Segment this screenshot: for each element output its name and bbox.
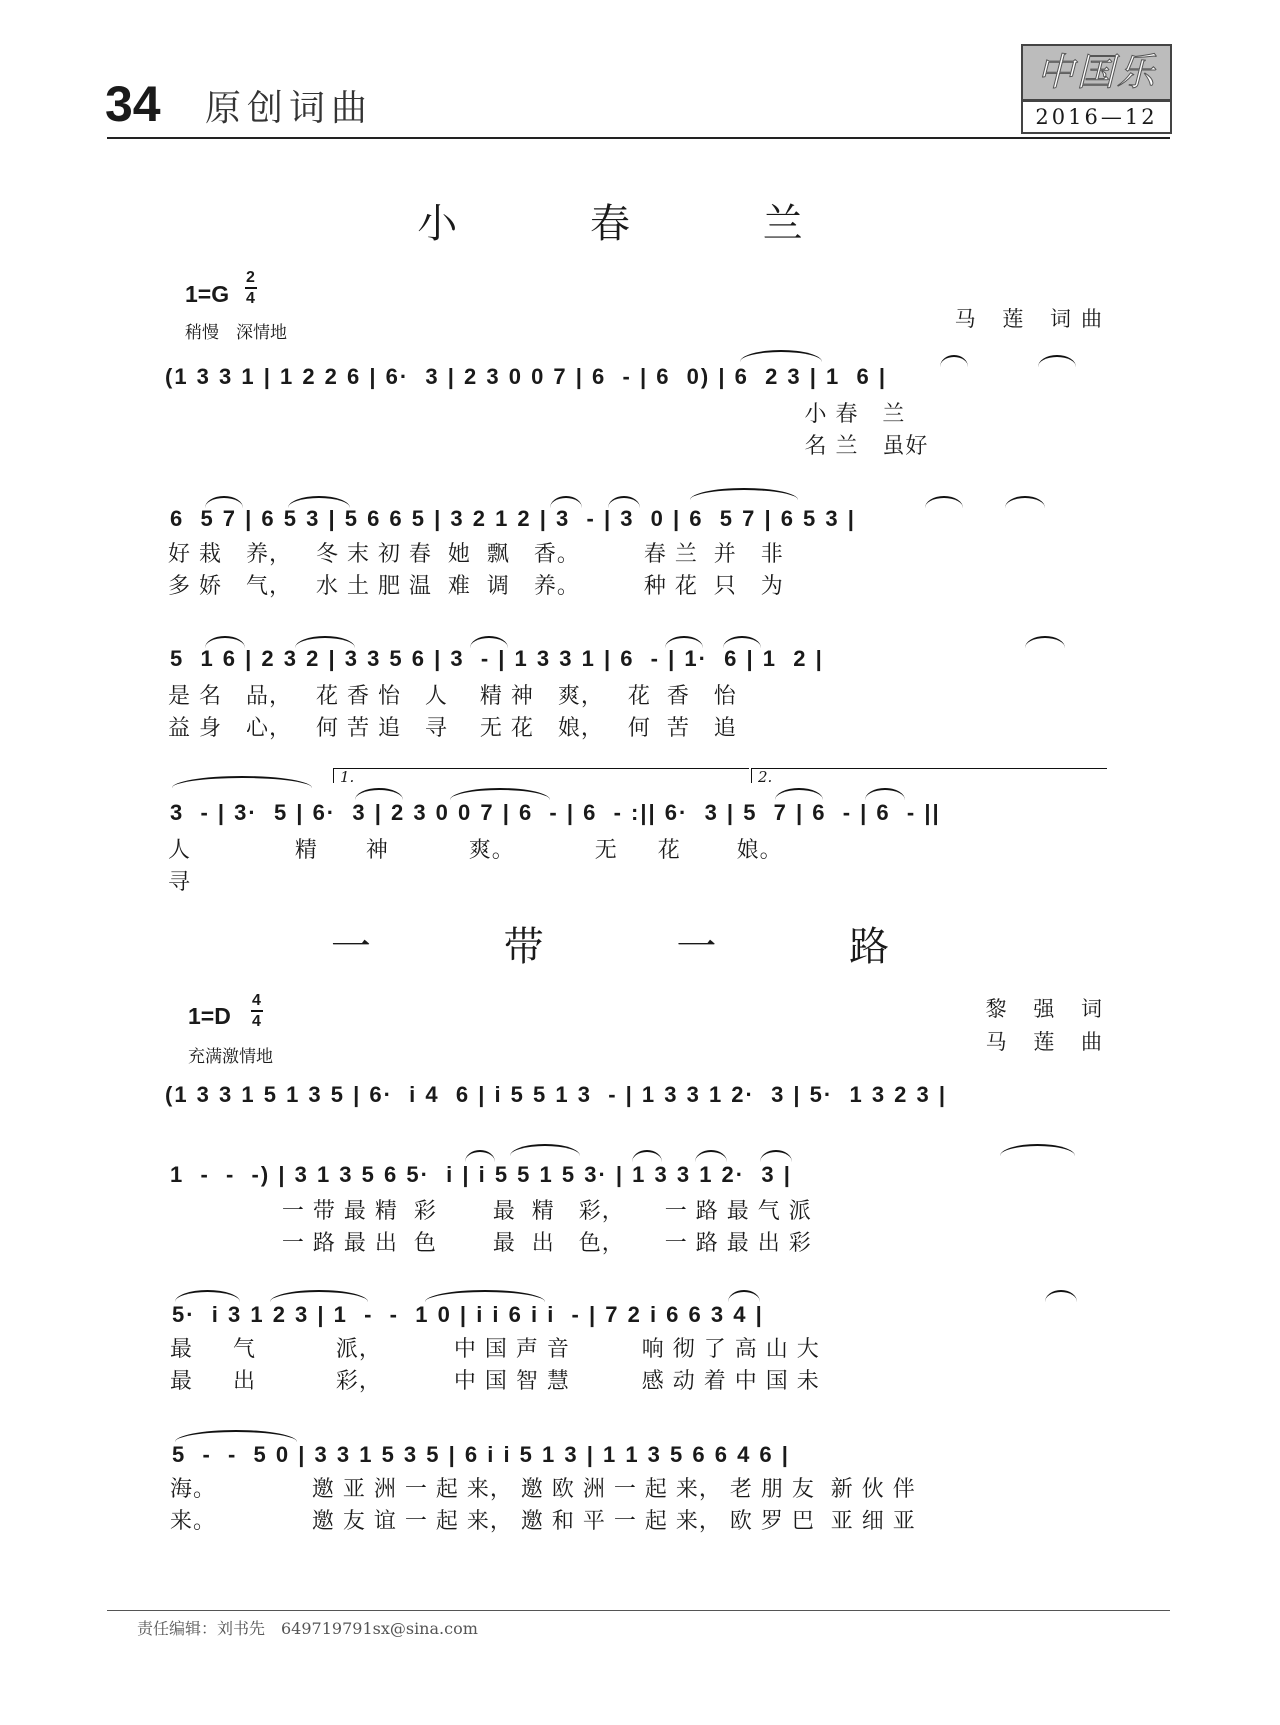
- song1-row3-lyrics-verse2: 益 身 心， 何 苦 追 寻 无 花 娘， 何 苦 追: [168, 716, 737, 741]
- song2-tempo: 充满激情地: [188, 1047, 273, 1066]
- volta-first-label: 1.: [340, 768, 355, 786]
- tie: [175, 1430, 297, 1442]
- tie: [740, 350, 822, 362]
- song2-row4-lyrics-verse1: 海。 邀 亚 洲 一 起 来， 邀 欧 洲 一 起 来， 老 朋 友 新 伙 伴: [170, 1477, 916, 1502]
- page-number: 34: [105, 76, 161, 132]
- tie: [175, 1290, 240, 1302]
- song1-row3-notes: 5 1 6 | 2 3 2 | 3 3 5 6 | 3 - | 1 3 3 1 | 6 - | 1· 6 | 1 2 |: [170, 646, 824, 671]
- slur: [632, 1150, 662, 1162]
- song2-time-line: [251, 1010, 263, 1012]
- tie: [425, 1290, 545, 1302]
- slur: [940, 355, 968, 367]
- song1-row1-lyrics-verse2: 名 兰 虽好: [165, 434, 929, 459]
- song1-row2-notes: 6 5 7 | 6 5 3 | 5 6 6 5 | 3 2 1 2 | 3 - | 3 0 | 6 5 7 | 6 5 3 |: [170, 506, 856, 531]
- tie: [1000, 1144, 1075, 1156]
- song2-row3-notes: 5· i 3 1 2 3 | 1 - - 1 0 | i i 6 i i - | 7 2 i 6 6 3 4 |: [172, 1302, 764, 1327]
- tie: [510, 1144, 580, 1156]
- tie: [728, 1290, 760, 1302]
- slur: [205, 636, 245, 648]
- slur: [608, 496, 640, 508]
- song2-row3-lyrics-verse2: 最 出 彩， 中 国 智 慧 感 动 着 中 国 未: [170, 1369, 820, 1394]
- song2-time-bottom: 4: [252, 1013, 261, 1030]
- slur: [1005, 496, 1045, 508]
- song2-row2-lyrics-verse1: 一 带 最 精 彩 最 精 彩， 一 路 最 气 派: [170, 1199, 812, 1224]
- song2-credit-music: 马 莲 曲: [985, 1030, 1112, 1054]
- volta-second-ending: [751, 768, 1107, 783]
- song1-row2-lyrics-verse1: 好 栽 养， 冬 末 初 春 她 飘 香。 春 兰 并 非: [168, 542, 784, 567]
- song1-credit: 马 莲 词曲: [954, 307, 1112, 331]
- song2-row1-notes: (1 3 3 1 5 1 3 5 | 6· i 4 6 | i 5 5 1 3 - | 1 3 3 1 2· 3 | 5· 1 3 2 3 |: [165, 1082, 948, 1107]
- song1-key: 1=G: [185, 281, 230, 307]
- song2-time-top: 4: [252, 992, 261, 1009]
- tie: [172, 776, 312, 788]
- song2-row2-lyrics-verse2: 一 路 最 出 色 最 出 色， 一 路 最 出 彩: [170, 1231, 812, 1256]
- slur: [665, 636, 703, 648]
- song1-row4-notes: 3 - | 3· 5 | 6· 3 | 2 3 0 0 7 | 6 - | 6 - :|| 6· 3 | 5 7 | 6 - | 6 - ||: [170, 800, 941, 825]
- song2-row3-lyrics-verse1: 最 气 派， 中 国 声 音 响 彻 了 高 山 大: [170, 1337, 820, 1362]
- slur: [695, 1150, 727, 1162]
- tie: [690, 488, 798, 500]
- slur: [465, 1150, 495, 1162]
- slur: [723, 636, 761, 648]
- volta-first-ending: [333, 768, 749, 783]
- slur: [1038, 355, 1076, 367]
- song1-row4-lyrics-verse2: 寻: [168, 870, 192, 895]
- slur: [550, 496, 582, 508]
- slur: [205, 496, 243, 508]
- slur: [1025, 636, 1065, 648]
- song1-tempo: 稍慢 深情地: [185, 323, 287, 342]
- song1-row4-lyrics-verse1: 人 精 神 爽。 无 花 娘。: [168, 838, 783, 863]
- slur: [760, 1150, 792, 1162]
- song1-row3-lyrics-verse1: 是 名 品， 花 香 怡 人 精 神 爽， 花 香 怡: [168, 684, 737, 709]
- song2-key: 1=D: [188, 1003, 231, 1029]
- song2-credit-lyrics: 黎 强 词: [985, 997, 1112, 1021]
- slur: [1045, 1290, 1077, 1302]
- song1-time-line: [245, 287, 257, 289]
- song1-row1-notes: (1 3 3 1 | 1 2 2 6 | 6· 3 | 2 3 0 0 7 | 6 - | 6 0) | 6 2 3 | 1 6 |: [165, 364, 888, 389]
- song1-row1-lyrics-verse1: 小 春 兰: [165, 402, 906, 427]
- song2-row4-notes: 5 - - 5 0 | 3 3 1 5 3 5 | 6 i i 5 1 3 | 1 1 3 5 6 6 4 6 |: [172, 1442, 790, 1467]
- masthead-logo: [1021, 44, 1172, 101]
- slur: [470, 636, 508, 648]
- song2-row2-notes: 1 - - -) | 3 1 3 5 6 5· i | i 5 5 1 5 3· | 1 3 3 1 2· 3 |: [170, 1162, 792, 1187]
- slur: [288, 496, 350, 508]
- slur: [270, 1290, 368, 1302]
- song1-row2-lyrics-verse2: 多 娇 气， 水 土 肥 温 难 调 养。 种 花 只 为: [168, 574, 784, 599]
- song1-time-bottom: 4: [246, 290, 255, 307]
- editor-credit: 责任编辑：刘书先 649719791sx@sina.com: [137, 1619, 478, 1638]
- song1-time-top: 2: [246, 269, 255, 286]
- volta-second-label: 2.: [758, 768, 773, 786]
- header-divider: [107, 137, 1170, 139]
- slur: [925, 496, 963, 508]
- song2-row4-lyrics-verse2: 来。 邀 友 谊 一 起 来， 邀 和 平 一 起 来， 欧 罗 巴 亚 细 亚: [170, 1509, 916, 1534]
- song1-title: 小 春 兰: [417, 201, 863, 247]
- slur: [295, 636, 355, 648]
- issue-number: 2016—12: [1021, 100, 1172, 134]
- footer-divider: [107, 1610, 1170, 1611]
- masthead-text: 中国乐: [1036, 50, 1157, 94]
- section-title: 原创词曲: [205, 88, 374, 129]
- song2-title: 一 带 一 路: [330, 924, 950, 970]
